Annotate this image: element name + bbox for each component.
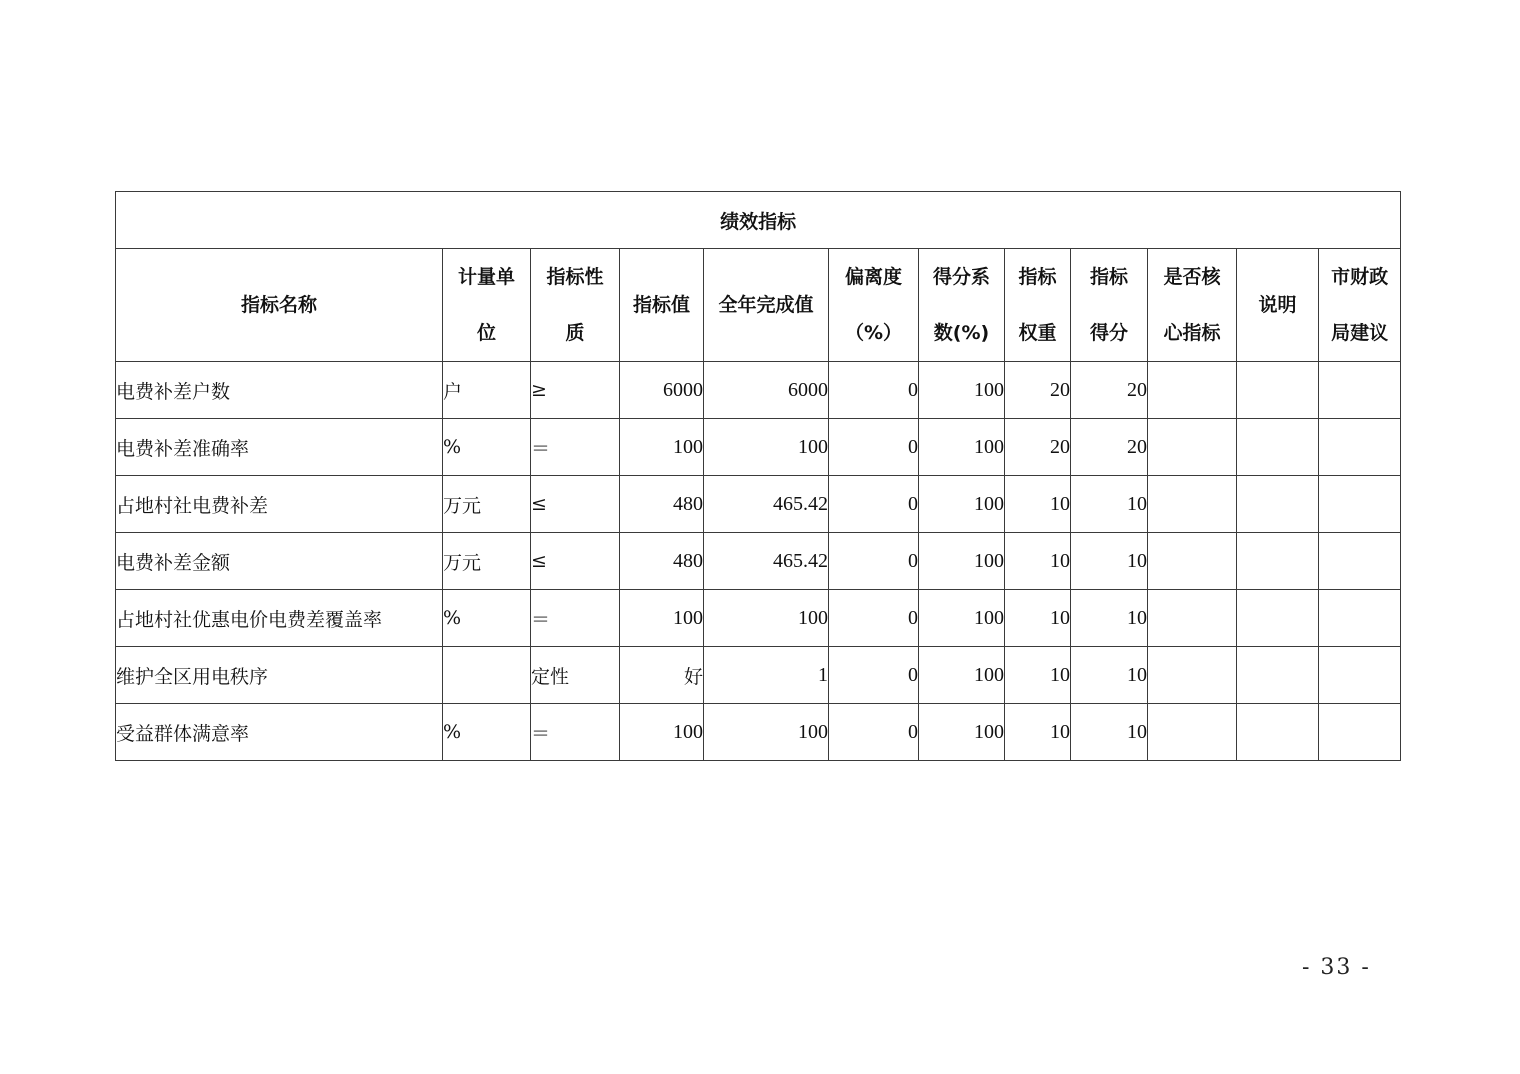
header-line: 得分 (1089, 322, 1128, 344)
cell-target-value: 100 (620, 419, 704, 476)
cell-nature: ≤ (531, 476, 620, 533)
header-annual-actual (704, 249, 829, 362)
cell-deviation: 0 (829, 362, 919, 419)
cell-deviation: 0 (829, 533, 919, 590)
cell-note (1237, 590, 1319, 647)
cell-unit: % (443, 419, 531, 476)
header-line: 计量单 (457, 266, 515, 288)
cell-score: 10 (1071, 647, 1148, 704)
cell-deviation: 0 (829, 704, 919, 761)
cell-weight: 10 (1005, 647, 1071, 704)
header-line: 指标性 (546, 266, 604, 288)
cell-weight: 20 (1005, 419, 1071, 476)
cell-score-coefficient: 100 (919, 647, 1005, 704)
cell-nature: ＝ (531, 590, 620, 647)
cell-annual-actual: 465.42 (704, 533, 829, 590)
header-indicator-name (116, 249, 443, 362)
cell-core-indicator (1148, 419, 1237, 476)
cell-core-indicator (1148, 533, 1237, 590)
header-score (1071, 249, 1148, 362)
header-line: 局建议 (1331, 322, 1389, 344)
cell-score-coefficient: 100 (919, 533, 1005, 590)
cell-indicator-name: 电费补差金额 (116, 533, 443, 590)
header-line: 位 (476, 322, 496, 344)
cell-target-value: 480 (620, 533, 704, 590)
header-line: 质 (565, 322, 585, 344)
header-line: 心指标 (1163, 322, 1221, 344)
header-line: 得分系 (932, 266, 990, 288)
cell-core-indicator (1148, 590, 1237, 647)
cell-unit: 户 (443, 362, 531, 419)
cell-score-coefficient: 100 (919, 476, 1005, 533)
cell-annual-actual: 100 (704, 704, 829, 761)
header-deviation (829, 249, 919, 362)
cell-core-indicator (1148, 476, 1237, 533)
cell-annual-actual: 465.42 (704, 476, 829, 533)
cell-deviation: 0 (829, 419, 919, 476)
cell-target-value: 6000 (620, 362, 704, 419)
cell-note (1237, 533, 1319, 590)
cell-core-indicator (1148, 647, 1237, 704)
cell-nature: 定性 (531, 647, 620, 704)
header-line: 全年完成值 (718, 294, 814, 316)
cell-finance-suggestion (1319, 419, 1401, 476)
cell-weight: 20 (1005, 362, 1071, 419)
table-row (116, 419, 1401, 476)
cell-deviation: 0 (829, 590, 919, 647)
cell-score-coefficient: 100 (919, 419, 1005, 476)
cell-nature: ＝ (531, 419, 620, 476)
header-core-indicator (1148, 249, 1237, 362)
cell-annual-actual: 6000 (704, 362, 829, 419)
cell-score-coefficient: 100 (919, 704, 1005, 761)
header-row (116, 249, 1401, 362)
cell-finance-suggestion (1319, 590, 1401, 647)
cell-indicator-name: 电费补差户数 (116, 362, 443, 419)
cell-score-coefficient: 100 (919, 362, 1005, 419)
header-finance-suggestion (1319, 249, 1401, 362)
cell-annual-actual: 100 (704, 590, 829, 647)
cell-finance-suggestion (1319, 647, 1401, 704)
cell-unit: % (443, 590, 531, 647)
header-nature (531, 249, 620, 362)
header-line: 指标 (1018, 266, 1057, 288)
header-line: 指标 (1089, 266, 1128, 288)
cell-target-value: 好 (620, 647, 704, 704)
header-weight (1005, 249, 1071, 362)
table-row (116, 533, 1401, 590)
cell-indicator-name: 占地村社电费补差 (116, 476, 443, 533)
cell-weight: 10 (1005, 533, 1071, 590)
table-row (116, 704, 1401, 761)
table-row (116, 647, 1401, 704)
header-unit (443, 249, 531, 362)
header-line: 市财政 (1331, 266, 1389, 288)
cell-target-value: 480 (620, 476, 704, 533)
cell-score-coefficient: 100 (919, 590, 1005, 647)
header-line: 说明 (1258, 294, 1297, 316)
cell-deviation: 0 (829, 476, 919, 533)
header-line: 是否核 (1163, 266, 1221, 288)
cell-weight: 10 (1005, 590, 1071, 647)
cell-nature: ≥ (531, 362, 620, 419)
cell-nature: ＝ (531, 704, 620, 761)
header-target-value (620, 249, 704, 362)
cell-note (1237, 647, 1319, 704)
cell-note (1237, 476, 1319, 533)
header-line: 偏离度 (844, 266, 902, 288)
table-row (116, 362, 1401, 419)
cell-indicator-name: 维护全区用电秩序 (116, 647, 443, 704)
header-line: 权重 (1018, 322, 1057, 344)
performance-indicator-table (115, 191, 1401, 761)
cell-finance-suggestion (1319, 704, 1401, 761)
cell-score: 20 (1071, 362, 1148, 419)
cell-annual-actual: 1 (704, 647, 829, 704)
cell-score: 20 (1071, 419, 1148, 476)
cell-note (1237, 704, 1319, 761)
cell-deviation: 0 (829, 647, 919, 704)
cell-weight: 10 (1005, 476, 1071, 533)
cell-unit: 万元 (443, 476, 531, 533)
cell-weight: 10 (1005, 704, 1071, 761)
cell-score: 10 (1071, 533, 1148, 590)
cell-finance-suggestion (1319, 476, 1401, 533)
cell-note (1237, 419, 1319, 476)
header-score-coefficient (919, 249, 1005, 362)
table-row (116, 476, 1401, 533)
cell-note (1237, 362, 1319, 419)
cell-unit: % (443, 704, 531, 761)
cell-score: 10 (1071, 476, 1148, 533)
cell-unit: 万元 (443, 533, 531, 590)
header-line: （%） (844, 322, 903, 344)
cell-finance-suggestion (1319, 533, 1401, 590)
cell-indicator-name: 受益群体满意率 (116, 704, 443, 761)
cell-indicator-name: 占地村社优惠电价电费差覆盖率 (116, 590, 443, 647)
header-note (1237, 249, 1319, 362)
cell-score: 10 (1071, 704, 1148, 761)
cell-core-indicator (1148, 362, 1237, 419)
cell-indicator-name: 电费补差准确率 (116, 419, 443, 476)
header-line: 指标名称 (240, 294, 317, 316)
cell-score: 10 (1071, 590, 1148, 647)
cell-nature: ≤ (531, 533, 620, 590)
cell-target-value: 100 (620, 704, 704, 761)
header-line: 指标值 (632, 294, 690, 316)
cell-finance-suggestion (1319, 362, 1401, 419)
page-number: - 33 - (1302, 955, 1371, 980)
cell-core-indicator (1148, 704, 1237, 761)
table-row (116, 590, 1401, 647)
table-title: 绩效指标 (116, 192, 1401, 249)
cell-target-value: 100 (620, 590, 704, 647)
cell-annual-actual: 100 (704, 419, 829, 476)
cell-unit (443, 647, 531, 704)
header-line: 数(%) (933, 322, 990, 344)
